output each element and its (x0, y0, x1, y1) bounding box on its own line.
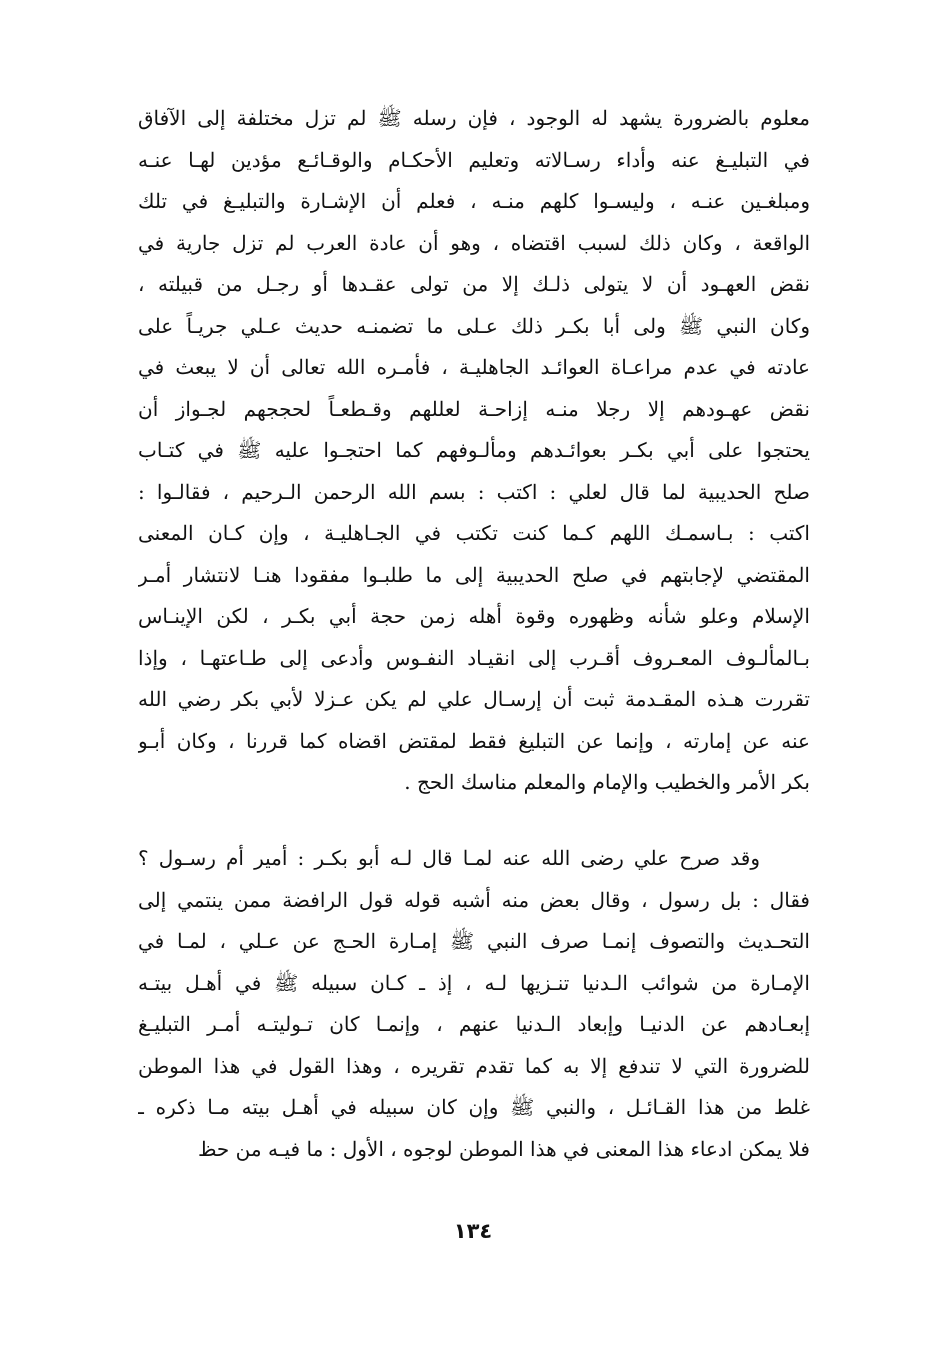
text-line: المقتضي لإجابتهم في صلح الحديبية إلى ما طلبـوا مفقودا هنـا لانتشار أمـر (138, 562, 810, 587)
text-line: وقد صرح علي رضى الله عنه لمـا قال لـه أبو بكـر : أمير أم رسـول ؟ (138, 846, 760, 870)
text-line: بـالمألـوف المعـروف أقـرب إلى انقيـاد النفـوس وأدعى إلى طـاعتهـا ، وإذا (138, 645, 810, 670)
text-line: يحتجوا على أبي بكـر بعوائـدهم ومألـوفهم كما احتجـوا عليه ﷺ في كتـاب (138, 438, 810, 462)
text-line: ومبلغـين عنـه ، وليسـوا كلهم منـه ، فعلم أن الإشـارة والتبليـغ في تلك (138, 189, 810, 213)
text-line: غلط من هذا القـائـل ، والنبي ﷺ وإن كان سبيله في أهـل بيته مـا ذكره ـ (138, 1095, 810, 1119)
text-line: الواقعة ، وكان ذلك لسبب اقتضاه ، وهو أن عادة العرب لم تزل جارية في (138, 230, 810, 255)
text-line: التحـديث والتصوف إنمـا صرف النبي ﷺ إمـارة الحـج عن عـلي ، لمـا في (138, 929, 810, 953)
text-line: معلوم بالضرورة يشهد له الوجود ، فإن رسله ﷺ لم تزل مختلفة إلى الآفاق (138, 106, 810, 130)
text-line: فقال : بل رسول ، وقال بعض منه أشبه قوله قول الرافضة ممن ينتمي إلى (138, 887, 810, 912)
text-line: وكان النبي ﷺ ولى أبا بكـر ذلك عـلى ما تضمنـه حديث عـلي جريـاً على (138, 313, 810, 338)
paragraph-2 (138, 838, 810, 1170)
text-line: للضرورة التي لا تندفع إلا به كما تقدم تقريره ، وهذا القول في هذا الموطن (138, 1053, 810, 1078)
text-line: نقض عهـودهم إلا رجلا منـه إزاحـة لعللهم وقـطعـاً لحججهم لجـواز أن (138, 396, 810, 421)
text-line: فلا يمكن ادعاء هذا المعنى في هذا الموطن لوجوه ، الأول : ما فيـه من حظ (197, 1136, 810, 1161)
paragraph-1 (138, 98, 810, 804)
text-line: عادته في عدم مراعـاة العوائـد الجاهليـة ، فأمـره الله تعالى أن لا يبعث في (138, 355, 810, 379)
page-number: ١٣٤ (453, 1219, 493, 1243)
text-line: تقررت هـذه المقـدمة ثبت أن إرسـال علي لم يكن عـزلا لأبي بكر رضي الله (138, 687, 810, 711)
text-line: نقض العهـود أن لا يتولى ذلـك إلا من تولى عقـدها أو رجـل من قبيلته ، (138, 272, 810, 296)
text-line: اكتب : بـاسمـك اللهم كـما كنت تكتب في الجـاهليـة ، وإن كـان المعنى (138, 521, 810, 545)
text-line: في التبليـغ عنه وأداء رسـالاته وتعليم الأحكـام والوقـائـع مؤدين لهـا عنـه (138, 147, 810, 172)
text-line: عنه عن إمارته ، وإنما عن التبليغ فقط لمقتض اقضاه كما قررنا ، وكان أبـو (138, 728, 810, 753)
text-line: إبعـادهم عن الدنيـا وإبعاد الـدنيا عنهم ، وإنمـا كان تـوليتـه أمـر التبليـغ (138, 1012, 810, 1036)
text-line: الإسلام وعلو شأنه وظهوره وقوة أهله زمن حجة أبي بكـر ، لكن الإينـاس (138, 604, 810, 628)
text-line: الإمـارة من شوائب الـدنيا تنـزيها لـه ، إذ ـ كـان سبيله ﷺ في أهـل بيتـه (138, 970, 810, 995)
text-line: بكر الأمر والخطيب والإمام والمعلم مناسك الحج . (404, 770, 810, 794)
text-line: صلح الحديبية لما قال لعلي : اكتب : بسم الله الرحمن الـرحيم ، فقالـوا : (138, 479, 810, 504)
